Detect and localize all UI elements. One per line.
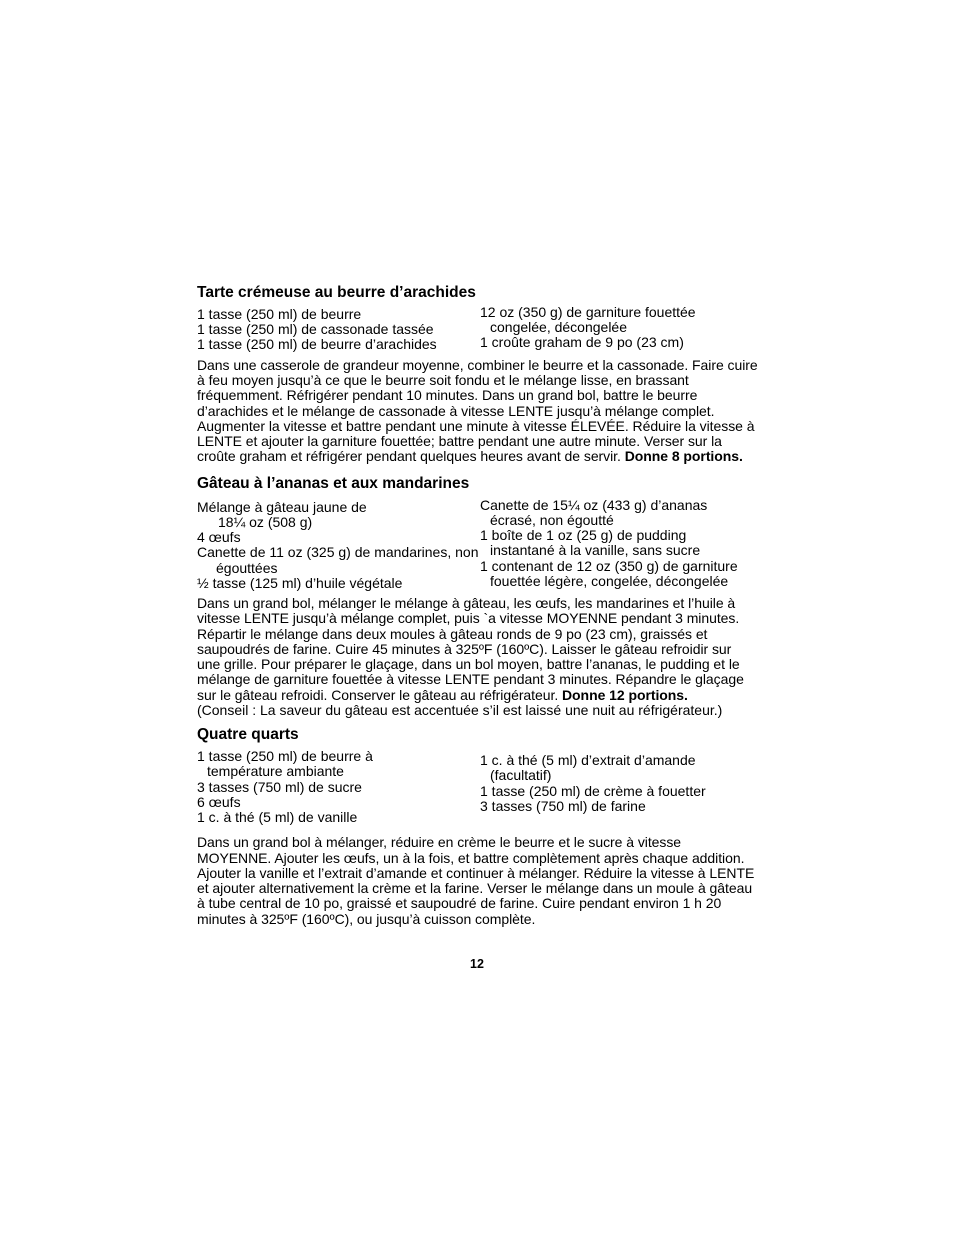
directions-text: Dans un grand bol, mélanger le mélange à gâteau, les œufs, les mandarines et l’huile à vitesse LENTE jusqu’à mélange complet, puis `a vitesse MOYENNE pendant 3 minutes. Répartir le mélange dans deux moules à gâteau ronds de 9 po (23 cm), graissés et saupoudrés de farine. Cuire 45 minutes à 325ºF (160ºC). Laisser le gâteau refroidir sur une grille. Pour préparer le glaçage, dans un bol moyen, battre l’ananas, le pudding et le mélange de garniture fouettée à vitesse LENTE pendant 3 minutes. Répandre le glaçage sur le gâteau refroidi. Conserver le gâteau au réfrigérateur. (197, 594, 744, 703)
recipe-pound-cake (197, 726, 758, 927)
ingredients-left (197, 500, 477, 591)
recipe-title: Quatre quarts (197, 726, 299, 744)
ingredient: 4 œufs (197, 529, 241, 546)
ingredients-right (480, 305, 758, 351)
ingredients-left (197, 749, 477, 825)
ingredient: 3 tasses (750 ml) de farine (480, 797, 646, 814)
recipe-directions (197, 358, 758, 465)
recipe-tip: (Conseil : La saveur du gâteau est accentuée s’il est laissé une nuit au réfrigérateur.) (197, 701, 723, 718)
recipe-peanut-butter-pie (197, 284, 758, 465)
ingredient: 1 tasse (250 ml) de beurre d’arachides (197, 336, 437, 353)
ingredient: 1 contenant de 12 oz (350 g) de garniture fouettée légère, congelée, décongelée (480, 557, 738, 589)
ingredient: 12 oz (350 g) de garniture fouettée congelée, décongelée (480, 304, 696, 336)
directions-text: Dans une casserole de grandeur moyenne, combiner le beurre et la cassonade. Faire cuire à feu moyen jusqu’à ce que le beurre soit fondu et le mélange lisse, en brassant fréquemment. Réfrigérer pendant 10 minutes. Dans un grand bol, battre le beurre d’arachides et le mélange de cassonade à vitesse LENTE jusqu’à mélange complet. Augmenter la vitesse et battre pendant une minute à vitesse ÉLEVÉE. Réduire la vitesse à LENTE et ajouter la garniture fouettée; battre pendant une autre minute. Verser sur la croûte graham et réfrigérer pendant quelques heures avant de servir. (197, 356, 758, 465)
recipe-yield: Donne 12 portions. (562, 686, 688, 703)
ingredients (197, 304, 758, 353)
ingredient: 1 tasse (250 ml) de cassonade tassée (197, 321, 434, 338)
ingredients-right (480, 498, 758, 589)
ingredient: 1 boîte de 1 oz (25 g) de pudding instantané à la vanille, sans sucre (480, 527, 701, 559)
recipe-title: Tarte crémeuse au beurre d’arachides (197, 284, 476, 301)
ingredient: 1 croûte graham de 9 po (23 cm) (480, 334, 684, 351)
recipe-yield: Donne 8 portions. (624, 448, 743, 465)
ingredient: 1 tasse (250 ml) de beurre (197, 306, 362, 322)
recipe-title: Gâteau à l’ananas et aux mandarines (197, 474, 470, 492)
recipe-page (197, 284, 758, 937)
recipe-directions (197, 596, 758, 703)
ingredient: 1 c. à thé (5 ml) de vanille (197, 809, 358, 826)
ingredients-right (480, 753, 758, 814)
ingredient: 1 c. à thé (5 ml) d’extrait d’amande (facultatif) (480, 752, 696, 784)
ingredient: Mélange à gâteau jaune de 18¼ oz (508 g) (197, 498, 367, 530)
recipe-directions: Dans un grand bol à mélanger, réduire en crème le beurre et le sucre à vitesse MOYENNE. Ajouter les œufs, un à la fois, et battre complètement après chaque addition. Ajouter la vanille et l’extrait d’amande et continuer à mélanger. Réduire la vitesse à LENTE et ajouter alternativement la crème et la farine. Verser le mélange dans un moule à gâteau à tube central de 10 po, graissé et saupoudré de farine. Cuire pendant environ 1 h 20 minutes à 325ºF (160ºC), ou jusqu’à cuisson complète. (197, 834, 755, 927)
ingredients (197, 498, 758, 591)
ingredients (197, 749, 758, 825)
ingredient: Canette de 11 oz (325 g) de mandarines, non égouttées (197, 544, 479, 576)
ingredients-left (197, 307, 477, 353)
ingredient: 1 tasse (250 ml) de beurre à température ambiante (197, 748, 373, 780)
ingredient: 1 tasse (250 ml) de crème à fouetter (480, 782, 706, 799)
ingredient: 3 tasses (750 ml) de sucre (197, 778, 362, 795)
ingredient: 6 œufs (197, 793, 241, 810)
recipe-pineapple-mandarin-cake (197, 475, 758, 719)
page-number: 12 (470, 957, 484, 971)
ingredient: ½ tasse (125 ml) d’huile végétale (197, 574, 403, 591)
ingredient: Canette de 15¼ oz (433 g) d’ananas écrasé, non égoutté (480, 496, 708, 528)
